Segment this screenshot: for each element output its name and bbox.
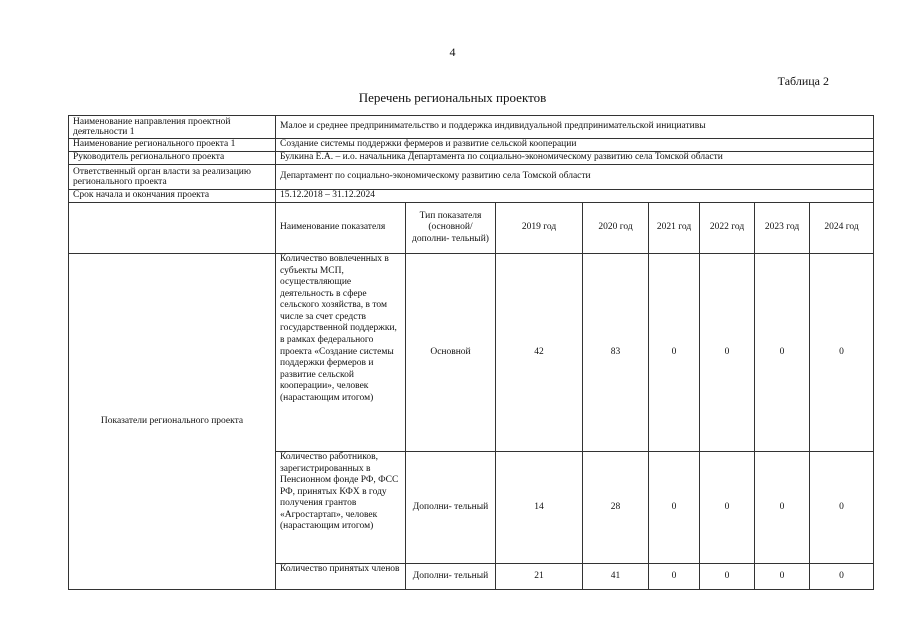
value-2022: 0	[700, 254, 755, 452]
header-indicator-type: Тип показателя (основной/ дополни- тельный)	[406, 203, 496, 254]
meta-row	[69, 190, 874, 203]
table-label: Таблица 2	[777, 74, 829, 88]
indicator-type: Дополни- тельный	[406, 452, 496, 564]
header-year-2023: 2023 год	[755, 203, 810, 254]
value-2021: 0	[649, 452, 700, 564]
header-year-2019: 2019 год	[496, 203, 583, 254]
header-empty-cell	[69, 203, 276, 254]
value-2020: 28	[583, 452, 649, 564]
indicator-row	[69, 254, 874, 452]
meta-label: Срок начала и окончания проекта	[69, 190, 276, 203]
header-year-2021: 2021 год	[649, 203, 700, 254]
meta-value: Департамент по социально-экономическому развитию села Томской области	[276, 165, 874, 190]
document-title: Перечень региональных проектов	[358, 90, 547, 105]
value-2021: 0	[649, 564, 700, 590]
meta-row	[69, 139, 874, 152]
indicator-name: Количество принятых членов	[276, 564, 406, 590]
meta-label: Ответственный орган власти за реализацию регионального проекта	[69, 165, 276, 190]
value-2019: 21	[496, 564, 583, 590]
value-2024: 0	[810, 564, 874, 590]
indicator-header-row	[69, 203, 874, 254]
header-indicator-name: Наименование показателя	[276, 203, 406, 254]
header-year-2022: 2022 год	[700, 203, 755, 254]
value-2022: 0	[700, 564, 755, 590]
value-2023: 0	[755, 452, 810, 564]
value-2023: 0	[755, 564, 810, 590]
indicator-type: Основной	[406, 254, 496, 452]
value-2024: 0	[810, 254, 874, 452]
meta-value: 15.12.2018 – 31.12.2024	[276, 190, 874, 203]
meta-row	[69, 165, 874, 190]
meta-label: Руководитель регионального проекта	[69, 152, 276, 165]
value-2021: 0	[649, 254, 700, 452]
value-2022: 0	[700, 452, 755, 564]
meta-label: Наименование направления проектной деятельности 1	[69, 116, 276, 139]
indicator-type: Дополни- тельный	[406, 564, 496, 590]
indicator-name: Количество работников, зарегистрированных в Пенсионном фонде РФ, ФСС РФ, принятых КФХ в году получения грантов «Агростартап», человек (нарастающим итогом)	[276, 452, 406, 564]
regional-projects-table	[68, 115, 874, 590]
value-2023: 0	[755, 254, 810, 452]
meta-row	[69, 116, 874, 139]
page-number: 4	[449, 45, 456, 59]
group-label: Показатели регионального проекта	[69, 254, 276, 590]
indicator-name: Количество вовлеченных в субъекты МСП, осуществляющие деятельность в сфере сельского хозяйства, в том числе за счет средств государственной поддержки, в рамках федерального проекта «Создание системы поддержки фермеров и развитие сельской кооперации», человек (нарастающим итогом)	[276, 254, 406, 452]
value-2024: 0	[810, 452, 874, 564]
meta-value: Малое и среднее предпринимательство и поддержка индивидуальной предпринимательской инициативы	[276, 116, 874, 139]
value-2020: 41	[583, 564, 649, 590]
meta-row	[69, 152, 874, 165]
header-year-2020: 2020 год	[583, 203, 649, 254]
meta-label: Наименование регионального проекта 1	[69, 139, 276, 152]
header-year-2024: 2024 год	[810, 203, 874, 254]
meta-value: Булкина Е.А. – и.о. начальника Департамента по социально-экономическому развитию села Томской области	[276, 152, 874, 165]
value-2019: 42	[496, 254, 583, 452]
meta-value: Создание системы поддержки фермеров и развитие сельской кооперации	[276, 139, 874, 152]
value-2020: 83	[583, 254, 649, 452]
value-2019: 14	[496, 452, 583, 564]
